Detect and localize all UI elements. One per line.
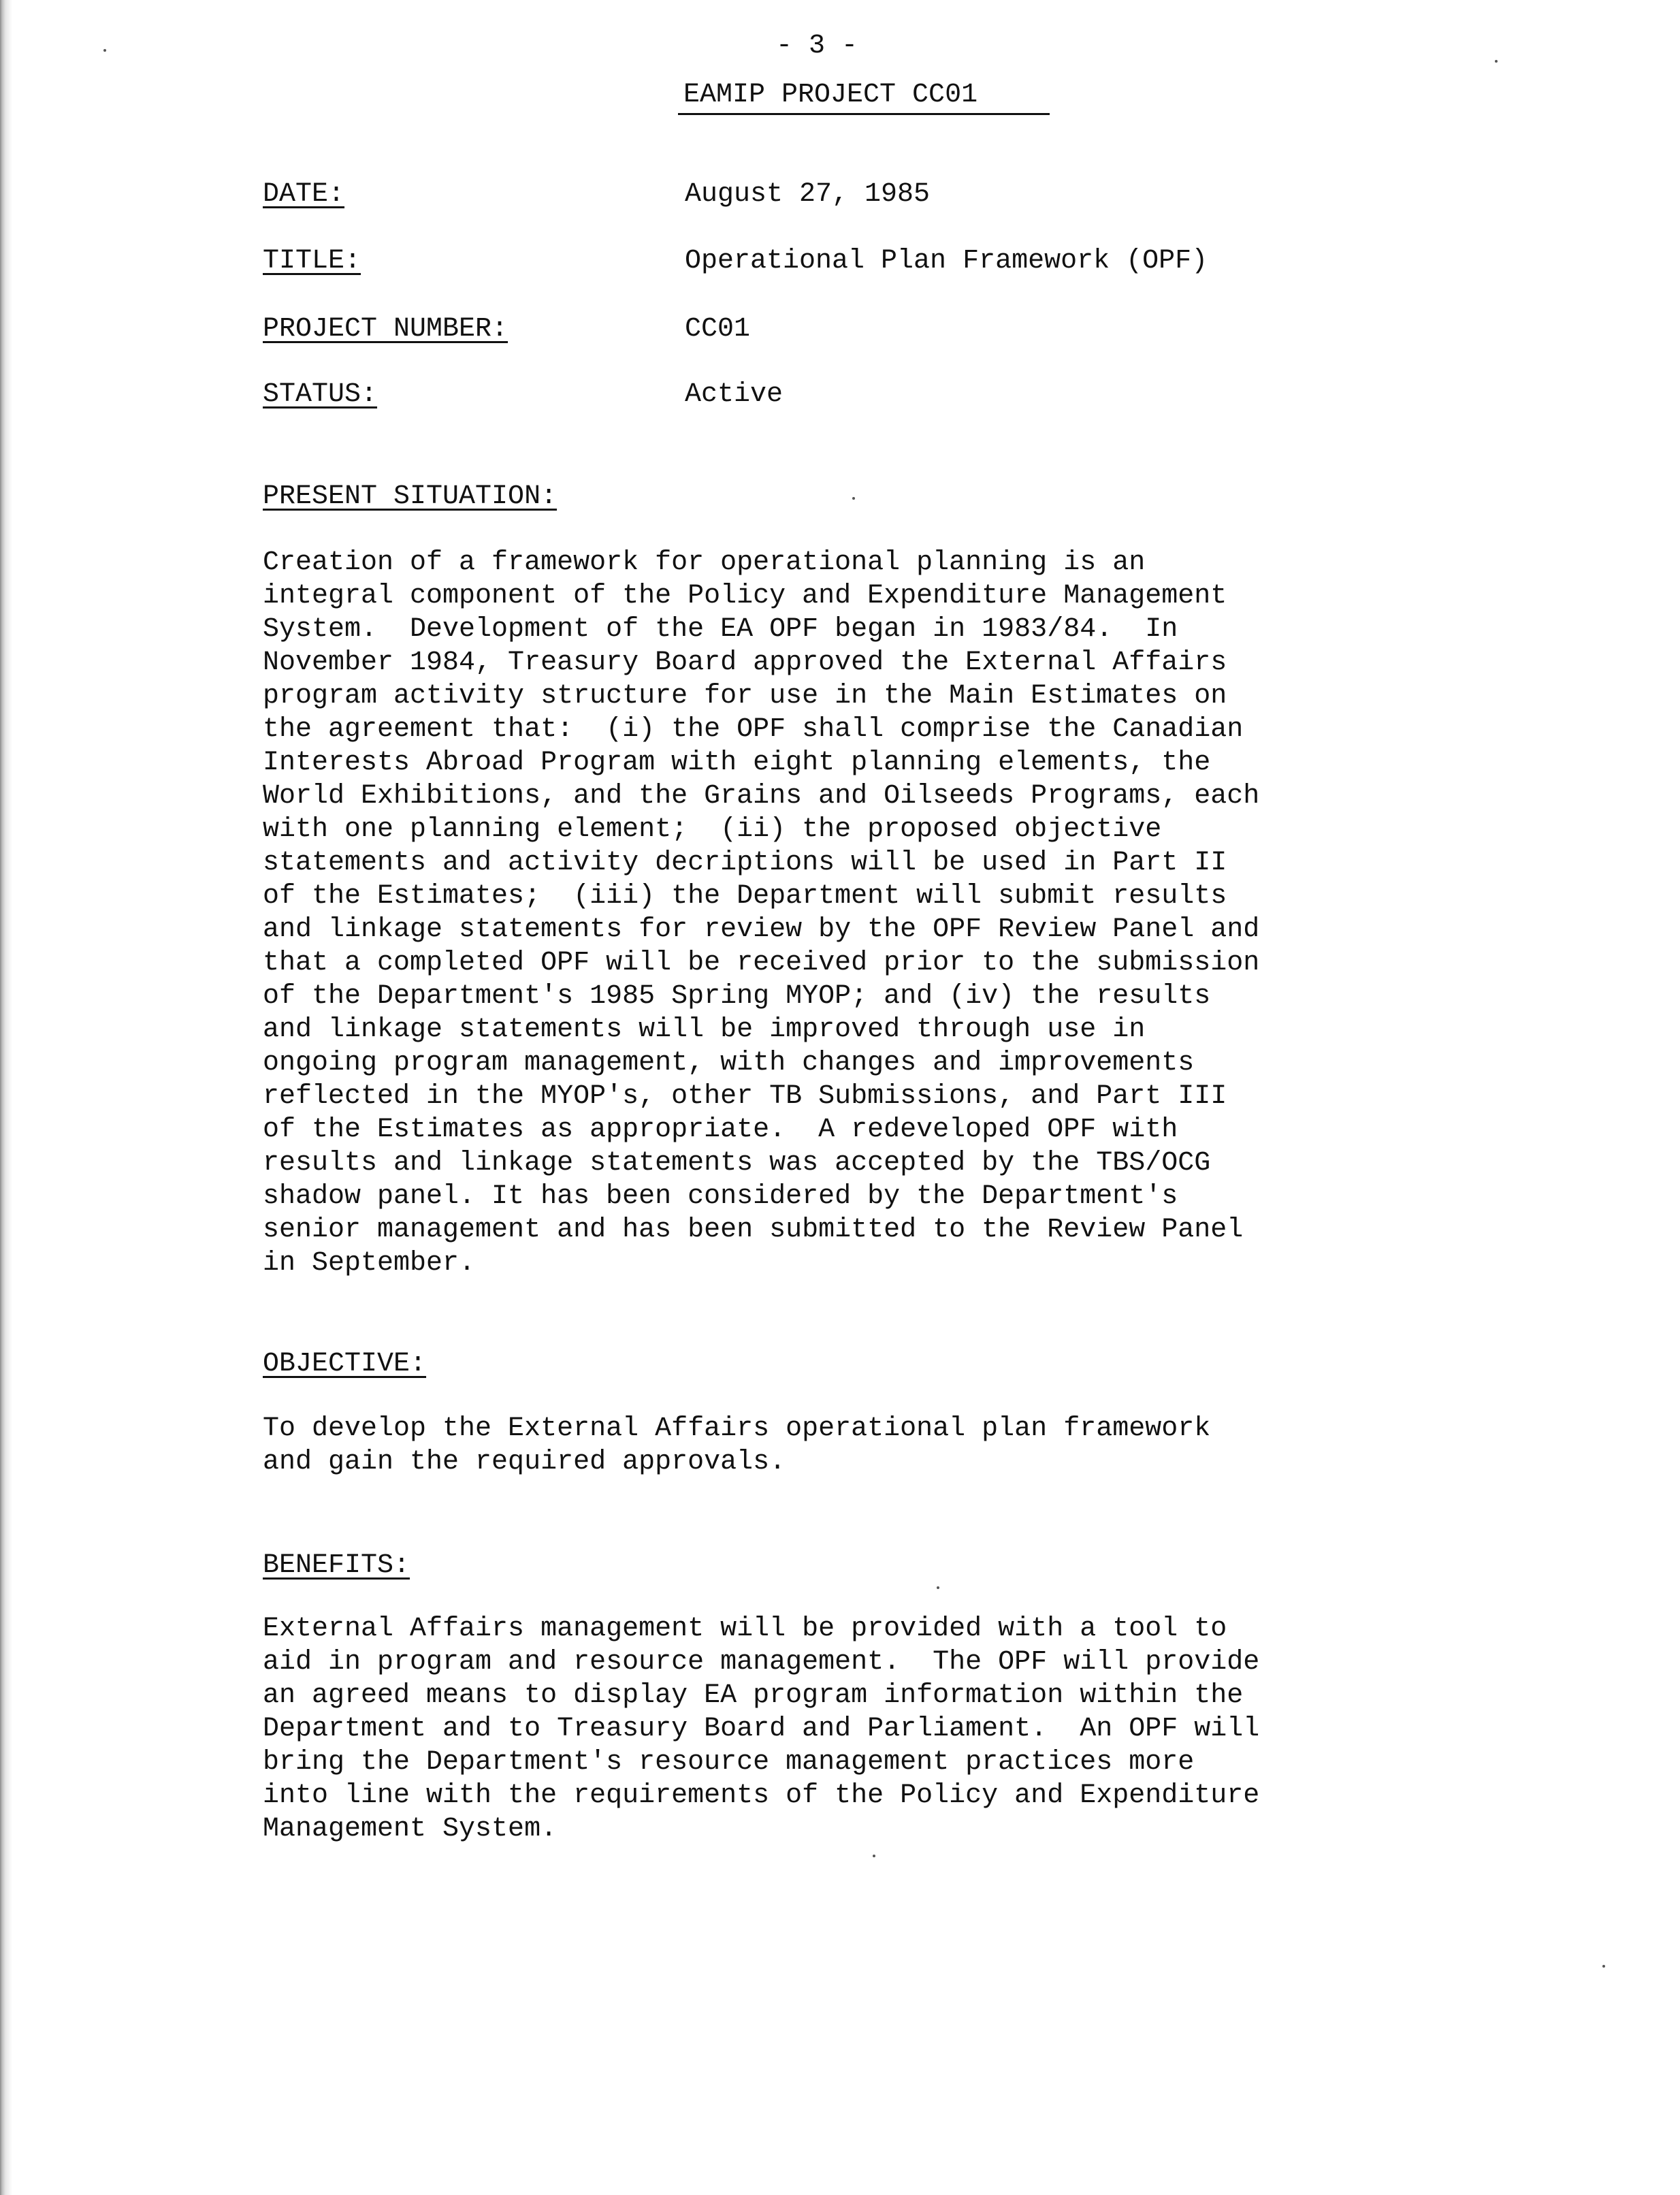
page-number: - 3 - (775, 31, 858, 61)
present-situation-line: results and linkage statements was accepted by the TBS/OCG (263, 1148, 1211, 1179)
field-row-status (263, 376, 1556, 417)
status-label: STATUS: (263, 379, 378, 410)
present-situation-body (263, 546, 1570, 1280)
field-row-project-number (263, 310, 1556, 351)
scan-left-edge (0, 0, 12, 2195)
present-situation-line: the agreement that: (i) the OPF shall comprise the Canadian (263, 714, 1244, 745)
objective-line: and gain the required approvals. (263, 1447, 786, 1477)
date-label: DATE: (263, 179, 345, 210)
objective-heading: OBJECTIVE: (263, 1349, 427, 1379)
present-situation-line: integral component of the Policy and Expenditure Management (263, 581, 1227, 611)
present-situation-line: ongoing program management, with changes and improvements (263, 1048, 1195, 1078)
benefits-line: Department and to Treasury Board and Parliament. An OPF will (263, 1714, 1260, 1744)
date-value: August 27, 1985 (685, 179, 931, 210)
scan-speck (1602, 1965, 1605, 1968)
present-situation-line: statements and activity decriptions will be used in Part II (263, 848, 1227, 878)
benefits-body (263, 1612, 1570, 1846)
present-situation-line: and linkage statements will be improved through use in (263, 1014, 1146, 1045)
present-situation-line: World Exhibitions, and the Grains and Oilseeds Programs, each (263, 781, 1260, 812)
scan-speck (852, 497, 855, 500)
benefits-line: Management System. (263, 1814, 558, 1844)
field-row-date (263, 176, 1556, 217)
present-situation-line: Interests Abroad Program with eight planning elements, the (263, 748, 1211, 778)
present-situation-line: shadow panel. It has been considered by the Department's (263, 1181, 1178, 1212)
field-row-title (263, 242, 1556, 283)
title-underline (678, 113, 1050, 115)
benefits-heading: BENEFITS: (263, 1550, 410, 1581)
present-situation-line: Creation of a framework for operational planning is an (263, 547, 1146, 578)
present-situation-line: in September. (263, 1248, 476, 1279)
present-situation-line: November 1984, Treasury Board approved the External Affairs (263, 647, 1227, 678)
present-situation-heading: PRESENT SITUATION: (263, 481, 558, 512)
benefits-line: into line with the requirements of the Policy and Expenditure (263, 1780, 1260, 1811)
status-value: Active (685, 379, 784, 410)
project-number-label: PROJECT NUMBER: (263, 314, 508, 345)
scan-speck (873, 1855, 875, 1857)
document-title: EAMIP PROJECT CC01 (683, 80, 978, 110)
present-situation-line: of the Department's 1985 Spring MYOP; and (iv) the results (263, 981, 1211, 1012)
present-situation-line: and linkage statements for review by the OPF Review Panel and (263, 914, 1260, 945)
present-situation-line: with one planning element; (ii) the proposed objective (263, 814, 1162, 845)
scan-speck (103, 49, 106, 52)
title-label: TITLE: (263, 246, 361, 276)
present-situation-line: reflected in the MYOP's, other TB Submissions, and Part III (263, 1081, 1227, 1112)
present-situation-line: senior management and has been submitted to the Review Panel (263, 1215, 1244, 1245)
present-situation-line: System. Development of the EA OPF began in 1983/84. In (263, 614, 1178, 645)
present-situation-line: that a completed OPF will be received prior to the submission (263, 948, 1260, 978)
scan-speck (1495, 60, 1498, 63)
benefits-line: bring the Department's resource management practices more (263, 1747, 1195, 1778)
project-number-value: CC01 (685, 314, 751, 345)
benefits-line: aid in program and resource management. The OPF will provide (263, 1647, 1260, 1678)
objective-line: To develop the External Affairs operational plan framework (263, 1413, 1211, 1444)
scan-speck (937, 1586, 939, 1589)
title-value: Operational Plan Framework (OPF) (685, 246, 1208, 276)
benefits-line: an agreed means to display EA program information within the (263, 1680, 1244, 1711)
benefits-line: External Affairs management will be provided with a tool to (263, 1614, 1227, 1644)
present-situation-line: of the Estimates; (iii) the Department will submit results (263, 881, 1227, 912)
present-situation-line: of the Estimates as appropriate. A redeveloped OPF with (263, 1115, 1178, 1145)
objective-body (263, 1412, 1570, 1479)
present-situation-line: program activity structure for use in the Main Estimates on (263, 681, 1227, 711)
